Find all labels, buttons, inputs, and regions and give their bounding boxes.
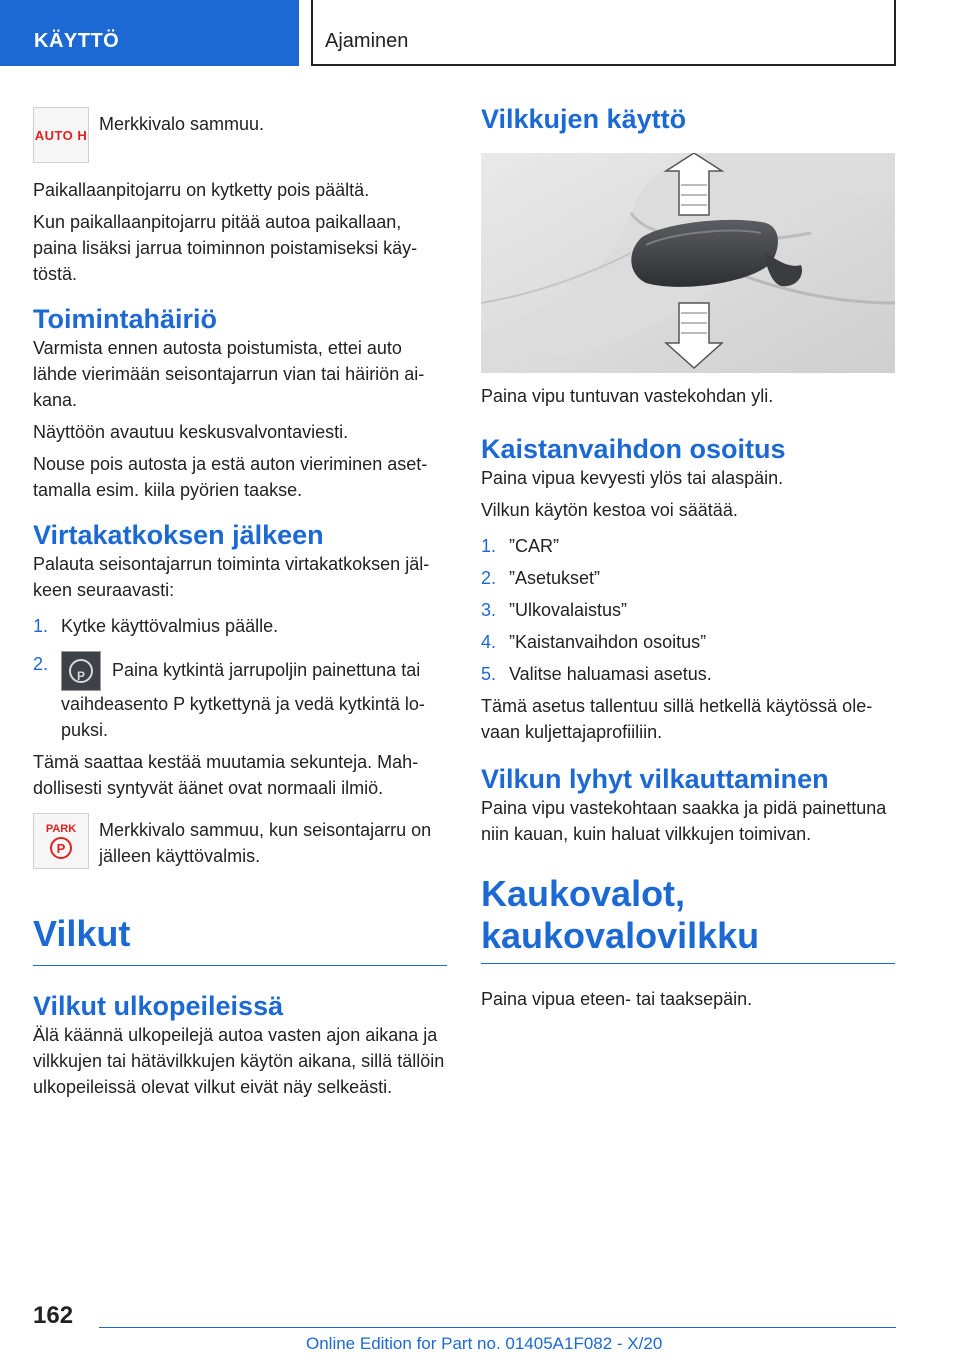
heading-high-beam-line1: Kaukovalot, — [481, 873, 686, 914]
step-text: ”Kaistanvaihdon osoitus” — [509, 632, 707, 652]
paragraph-high-beam: Paina vipua eteen- tai taaksepäin. — [481, 989, 753, 1009]
step-text: Kytke käyttövalmius päälle. — [61, 616, 279, 636]
autoh-note: Merkkivalo sammuu. — [99, 114, 265, 134]
header-section-tab — [0, 0, 299, 66]
lane-change-steps — [481, 533, 895, 687]
heading-power-failure: Virtakatkoksen jälkeen — [33, 520, 324, 550]
page-number: 162 — [33, 1302, 74, 1329]
step-text: Valitse haluamasi asetus. — [509, 664, 712, 684]
paragraph-profile-save: Tämä asetus tallentuu sillä hetkellä käytössä olevaan kuljettajaprofiiliin. — [481, 696, 873, 742]
paragraph-short-flash: Paina vipu vastekohtaan saakka ja pidä painettuna niin kauan, kuin haluat vilkkujen toimivan. — [481, 798, 887, 844]
paragraph-malfunction-2: Näyttöön avautuu keskusvalvontaviesti. — [33, 422, 349, 442]
step-number: 5. — [481, 664, 497, 684]
auto-hold-icon-text: AUTO H — [34, 127, 88, 143]
heading-rule — [33, 965, 447, 966]
paragraph-lane-change-1: Paina vipua kevyesti ylös tai alaspäin. — [481, 468, 784, 488]
paragraph-mirror-signals: Älä käännä ulkopeilejä autoa vasten ajon aikana ja vilkkujen tai hätävilkkujen käytön aikana, sillä tällöin ulkopeileissä olevat vilkut eivät näy selkeästi. — [33, 1025, 445, 1097]
park-icon-text: PARK — [45, 823, 77, 835]
power-failure-steps — [33, 613, 447, 743]
step-text: ”Ulkovalaistus” — [509, 600, 628, 620]
left-column — [33, 95, 447, 1106]
step-number: 3. — [481, 600, 497, 620]
step-number: 2. — [33, 654, 49, 674]
heading-high-beam — [481, 873, 895, 957]
footer-edition: Online Edition for Part no. 01405A1F082 - X/20 — [306, 1334, 663, 1353]
paragraph-lane-change-2: Vilkun käytön kestoa voi säätää. — [481, 500, 738, 520]
turn-signal-lever-illustration — [481, 153, 895, 373]
list-item — [481, 533, 895, 559]
list-item — [481, 597, 895, 623]
auto-hold-indicator-icon — [33, 107, 89, 163]
step-number: 4. — [481, 632, 497, 652]
header-section-label: KÄYTTÖ — [34, 30, 120, 52]
step-text: Paina kytkintä jarrupoljin painettuna tai vaihdeasento P kytkettynä ja vedä kytkintä lopuksi. — [61, 659, 425, 740]
step-number: 1. — [33, 616, 49, 636]
list-item — [33, 651, 447, 743]
park-icon-p: P — [50, 837, 72, 859]
heading-malfunction: Toimintahäiriö — [33, 304, 218, 334]
heading-using-signals: Vilkkujen käyttö — [481, 104, 687, 134]
step-text: ”CAR” — [509, 536, 559, 556]
footer-rule — [99, 1327, 896, 1328]
paragraph-malfunction-3: Nouse pois autosta ja estä auton vieriminen asettamalla esim. kiila pyörien taakse. — [33, 454, 428, 500]
paragraph-duration: Tämä saattaa kestää muutamia sekunteja. Mahdollisesti syntyvät äänet ovat normaali ilmiö. — [33, 752, 419, 798]
list-item — [481, 565, 895, 591]
heading-short-flash: Vilkun lyhyt vilkauttaminen — [481, 764, 829, 794]
park-indicator-row — [33, 813, 447, 875]
paragraph-power-failure: Palauta seisontajarrun toiminta virtakatkoksen jälkeen seuraavasti: — [33, 554, 430, 600]
header-chapter-tab — [311, 0, 896, 66]
paragraph-brake-hold: Kun paikallaanpitojarru pitää autoa paikallaan, paina lisäksi jarrua toiminnon poistamiseksi käytöstä. — [33, 212, 418, 284]
parking-brake-switch-icon: P — [61, 651, 101, 691]
park-note: Merkkivalo sammuu, kun seisontajarru on jälleen käyttövalmis. — [99, 820, 432, 866]
step-number: 1. — [481, 536, 497, 556]
heading-high-beam-line2: kaukovalovilkku — [481, 915, 760, 956]
park-indicator-icon — [33, 813, 89, 869]
heading-mirror-signals: Vilkut ulkopeileissä — [33, 991, 284, 1021]
list-item — [481, 661, 895, 687]
paragraph-malfunction-1: Varmista ennen autosta poistumista, ettei auto lähde vierimään seisontajarrun vian tai häiriön aikana. — [33, 338, 425, 410]
list-item — [481, 629, 895, 655]
paragraph-press-lever: Paina vipu tuntuvan vastekohdan yli. — [481, 386, 774, 406]
paragraph-brake-off: Paikallaanpitojarru on kytketty pois päältä. — [33, 180, 370, 200]
step-number: 2. — [481, 568, 497, 588]
autoh-indicator-row — [33, 107, 447, 163]
step-text: ”Asetukset” — [509, 568, 601, 588]
header-chapter-label: Ajaminen — [325, 30, 409, 52]
right-column — [481, 95, 895, 1018]
heading-lane-change: Kaistanvaihdon osoitus — [481, 434, 786, 464]
heading-turn-signals: Vilkut — [33, 913, 131, 954]
heading-rule — [481, 963, 895, 964]
list-item — [33, 613, 447, 639]
